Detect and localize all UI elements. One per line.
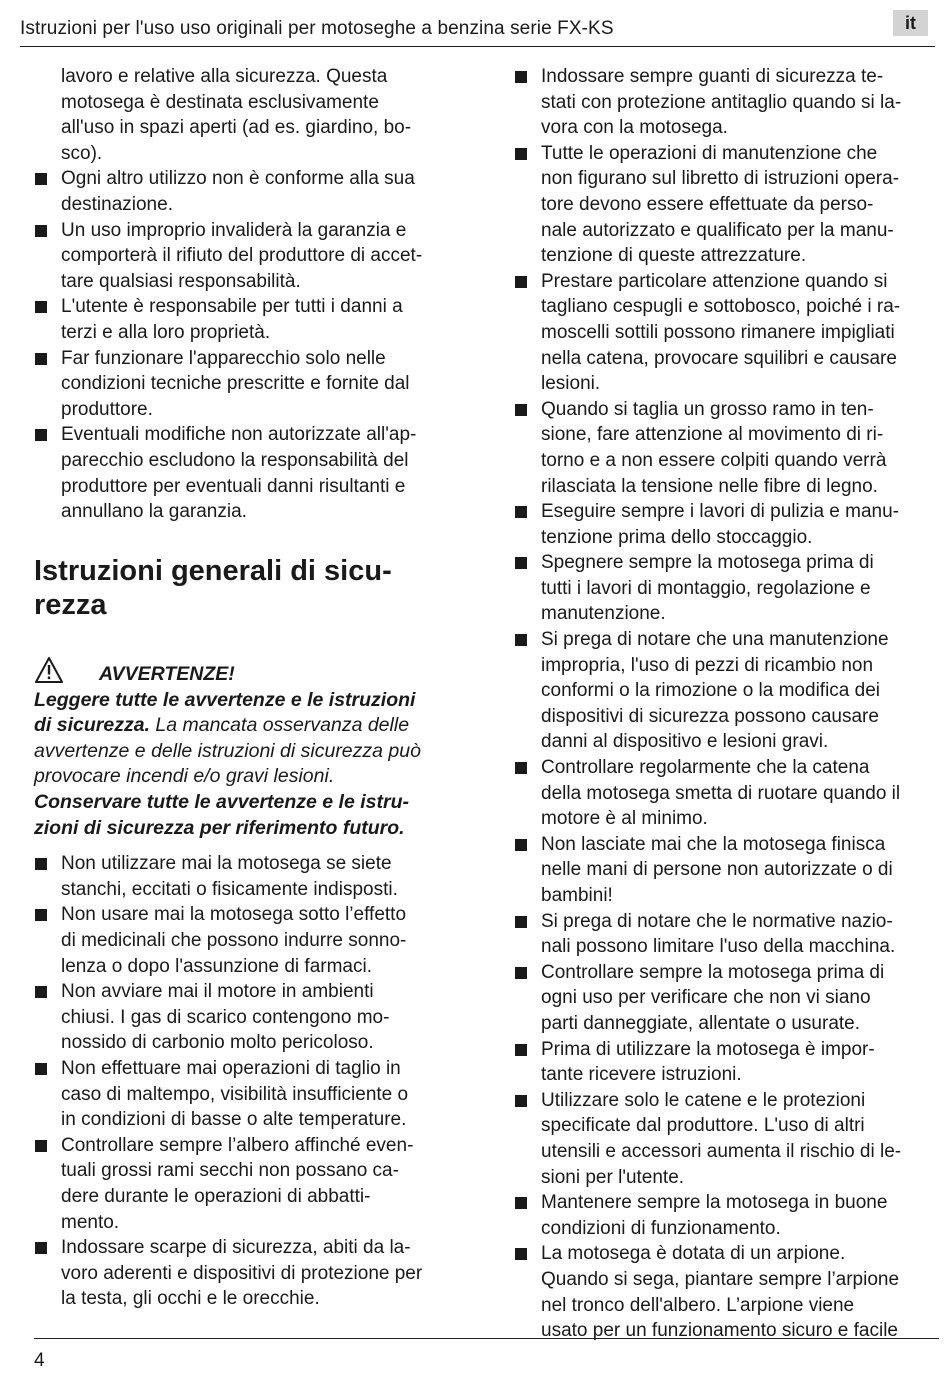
usage-bullet-list [34, 166, 472, 524]
text-line: torno e a non essere colpiti quando verrà [541, 449, 887, 471]
square-bullet-icon [515, 276, 527, 288]
text-line: La motosega è dotata di un arpione. [541, 1243, 846, 1265]
safety-bullet-list [34, 851, 472, 1312]
text-line: Un uso improprio invaliderà la garanzia e [61, 219, 407, 241]
text-line: non figurano sul libretto di istruzioni opera- [541, 168, 900, 190]
list-item [514, 755, 939, 832]
text-line: produttore per eventuali danni risultanti e [61, 475, 406, 497]
text-line: tenzione prima dello stoccaggio. [541, 526, 813, 548]
list-item [34, 166, 472, 217]
list-item [34, 1133, 472, 1235]
text-line: lavoro e relative alla sicurezza. Questa [61, 66, 388, 87]
text-line: in condizioni di basse o alte temperature. [61, 1109, 407, 1131]
text-line: nali possono limitare l'uso della macchina. [541, 936, 896, 958]
square-bullet-icon [515, 1248, 527, 1260]
text-line: rilasciata la tensione nelle fibre di legno. [541, 475, 878, 497]
list-item [34, 346, 472, 423]
text-line: parti danneggiate, allentate o usurate. [541, 1012, 861, 1034]
text-line: Controllare regolarmente che la catena [541, 757, 870, 779]
text-line: Quando si sega, piantare sempre l’arpione [541, 1268, 900, 1290]
square-bullet-icon [515, 557, 527, 569]
text-line: di medicinali che possono indurre sonno- [61, 930, 407, 952]
text-line: Si prega di notare che una manutenzione [541, 629, 889, 651]
text-line: condizioni di funzionamento. [541, 1217, 781, 1239]
square-bullet-icon [35, 986, 47, 998]
text-line: moscelli sottili possono rimanere impigliati [541, 321, 895, 343]
text-line: usato per un funzionamento sicuro e facile [541, 1320, 898, 1342]
text-line: Spegnere sempre la motosega prima di [541, 552, 874, 574]
text-line: la testa, gli occhi e le orecchie. [61, 1288, 320, 1310]
text-line: Quando si taglia un grosso ramo in ten- [541, 398, 874, 420]
list-item [514, 550, 939, 627]
language-badge: it [893, 10, 928, 36]
square-bullet-icon [515, 404, 527, 416]
square-bullet-icon [515, 967, 527, 979]
text-line: danni al dispositivo e lesioni gravi. [541, 731, 829, 753]
text-line: specificate dal produttore. L'uso di altri [541, 1115, 865, 1137]
text-line: destinazione. [61, 193, 173, 215]
square-bullet-icon [515, 148, 527, 160]
text-line: vora con la motosega. [541, 117, 728, 139]
warning-text: avvertenze e delle istruzioni di sicurezza può [34, 739, 421, 762]
text-line: motore è al minimo. [541, 808, 708, 830]
list-item [34, 1056, 472, 1133]
list-item [34, 218, 472, 295]
list-item [514, 1241, 939, 1343]
page-header [20, 0, 935, 47]
text-line: Prima di utilizzare la motosega è impor- [541, 1038, 875, 1060]
text-line: tagliano cespugli e sottobosco, poiché i ra- [541, 296, 901, 318]
list-item [514, 832, 939, 909]
list-item [514, 397, 939, 499]
text-line: nale autorizzato e qualificato per la manu- [541, 219, 894, 241]
section-title-line: rezza [34, 588, 107, 621]
list-item [514, 1190, 939, 1241]
text-line: mento. [61, 1211, 120, 1233]
text-line: stanchi, eccitati o fisicamente indisposti. [61, 878, 398, 900]
page-number: 4 [34, 1350, 45, 1371]
intro-paragraph [34, 64, 472, 166]
text-line: all'uso in spazi aperti (ad es. giardino, bo- [61, 117, 412, 139]
text-line: L'utente è responsabile per tutti i danni a [61, 296, 403, 318]
text-line: Non utilizzare mai la motosega se siete [61, 853, 392, 875]
text-line: Non avviare mai il motore in ambienti [61, 981, 374, 1003]
text-line: bambini! [541, 885, 613, 906]
section-title [34, 554, 414, 622]
text-line: caso di maltempo, visibilità insufficiente o [61, 1083, 409, 1105]
text-line: Indossare sempre guanti di sicurezza te- [541, 66, 884, 87]
text-line: impropria, l'uso di pezzi di ricambio non [541, 654, 874, 676]
left-column [34, 64, 472, 1312]
warning-bold-text: di sicurezza. [34, 714, 150, 737]
text-line: Controllare sempre l’albero affinché even- [61, 1134, 414, 1156]
text-line: Non effettuare mai operazioni di taglio in [61, 1058, 401, 1079]
text-line: lesioni. [541, 373, 601, 395]
text-line: tore devono essere effettuate da perso- [541, 193, 874, 215]
square-bullet-icon [515, 762, 527, 774]
text-line: Mantenere sempre la motosega in buone [541, 1192, 888, 1214]
warning-bold-text: zioni di sicurezza per riferimento futuro. [34, 816, 405, 839]
text-line: sioni per l'utente. [541, 1166, 685, 1188]
list-item [514, 909, 939, 960]
list-item [34, 1235, 472, 1312]
text-line: tante ricevere istruzioni. [541, 1064, 742, 1086]
text-line: comporterà il rifiuto del produttore di accet- [61, 245, 423, 267]
square-bullet-icon [515, 71, 527, 83]
square-bullet-icon [515, 839, 527, 851]
square-bullet-icon [35, 353, 47, 365]
list-item [34, 902, 472, 979]
text-line: sco). [61, 142, 103, 164]
text-line: Prestare particolare attenzione quando si [541, 270, 888, 292]
text-line: Non usare mai la motosega sotto l’effetto [61, 904, 407, 926]
square-bullet-icon [35, 1063, 47, 1075]
text-line: produttore. [61, 398, 153, 420]
text-line: tutti i lavori di montaggio, regolazione e [541, 577, 871, 599]
warning-bold-text: Leggere tutte le avvertenze e le istruzioni [34, 688, 416, 711]
square-bullet-icon [35, 1242, 47, 1254]
safety-bullet-list-continued [514, 64, 939, 1344]
square-bullet-icon [515, 1197, 527, 1209]
warning-triangle-icon [34, 656, 64, 684]
square-bullet-icon [515, 1044, 527, 1056]
warning-block [34, 662, 472, 842]
square-bullet-icon [35, 429, 47, 441]
square-bullet-icon [35, 909, 47, 921]
text-line: nelle mani di persone non autorizzate o di [541, 859, 893, 881]
square-bullet-icon [35, 173, 47, 185]
list-item [514, 499, 939, 550]
text-line: condizioni tecniche prescritte e fornite dal [61, 373, 410, 395]
text-line: dispositivi di sicurezza possono causare [541, 705, 879, 727]
square-bullet-icon [35, 1140, 47, 1152]
list-item [514, 141, 939, 269]
text-line: lenza o dopo l'assunzione di farmaci. [61, 955, 372, 977]
text-line: chiusi. I gas di scarico contengono mo- [61, 1006, 390, 1028]
warning-header [34, 662, 472, 688]
list-item [514, 64, 939, 141]
text-line: Tutte le operazioni di manutenzione che [541, 142, 878, 164]
text-line: Far funzionare l'apparecchio solo nelle [61, 347, 386, 369]
text-line: terzi e alla loro proprietà. [61, 321, 271, 343]
square-bullet-icon [515, 634, 527, 646]
warning-title: AVVERTENZE! [99, 662, 235, 685]
square-bullet-icon [35, 225, 47, 237]
text-line: Ogni altro utilizzo non è conforme alla sua [61, 168, 415, 190]
warning-line [34, 713, 472, 739]
text-line: annullano la garanzia. [61, 501, 247, 523]
list-item [514, 269, 939, 397]
right-column [514, 64, 939, 1344]
text-line: Utilizzare solo le catene e le protezioni [541, 1089, 866, 1111]
text-line: voro aderenti e dispositivi di protezione per [61, 1262, 423, 1284]
list-item [34, 294, 472, 345]
text-line: dere durante le operazioni di abbatti- [61, 1185, 371, 1207]
square-bullet-icon [35, 301, 47, 313]
list-item [514, 960, 939, 1037]
text-line: nel tronco dell'albero. L’arpione viene [541, 1294, 855, 1316]
text-line: stati con protezione antitaglio quando si la- [541, 91, 902, 113]
text-line: tare qualsiasi responsabilità. [61, 270, 301, 292]
list-item [34, 851, 472, 902]
text-line: Indossare scarpe di sicurezza, abiti da la- [61, 1237, 411, 1259]
text-line: nossido di carbonio molto pericoloso. [61, 1032, 374, 1054]
square-bullet-icon [515, 916, 527, 928]
warning-text: provocare incendi e/o gravi lesioni. [34, 765, 335, 788]
text-line: ogni uso per verificare che non vi siano [541, 987, 871, 1009]
text-line: motosega è destinata esclusivamente [61, 91, 379, 113]
list-item [34, 422, 472, 524]
section-title-line: Istruzioni generali di sicu- [34, 554, 392, 587]
warning-bold-text: Conservare tutte le avvertenze e le istru- [34, 791, 409, 814]
text-line: nella catena, provocare squilibri e causare [541, 347, 897, 369]
list-item [34, 979, 472, 1056]
text-line: parecchio escludono la responsabilità del [61, 449, 409, 471]
text-line: conformi o la rimozione o la modifica dei [541, 680, 880, 702]
text-line: Si prega di notare che le normative nazio- [541, 910, 893, 932]
text-line: utensili e accessori aumenta il rischio di le- [541, 1140, 902, 1162]
warning-text: La mancata osservanza delle [149, 714, 410, 737]
square-bullet-icon [515, 1095, 527, 1107]
list-item [514, 1088, 939, 1190]
text-line: tuali grossi rami secchi non possano ca- [61, 1160, 399, 1182]
text-line: Non lasciate mai che la motosega finisca [541, 833, 886, 855]
text-line: manutenzione. [541, 603, 666, 625]
footer-divider [34, 1338, 939, 1339]
text-line: Eseguire sempre i lavori di pulizia e manu- [541, 501, 899, 523]
document-title: Istruzioni per l'uso uso originali per motoseghe a benzina serie FX-KS [20, 18, 614, 39]
text-line: Controllare sempre la motosega prima di [541, 961, 885, 983]
list-item [514, 1037, 939, 1088]
text-line: della motosega smetta di ruotare quando il [541, 782, 901, 804]
list-item [514, 627, 939, 755]
text-line: tenzione di queste attrezzature. [541, 245, 807, 267]
text-line: Eventuali modifiche non autorizzate all'ap- [61, 424, 417, 446]
square-bullet-icon [515, 506, 527, 518]
text-line: sione, fare attenzione al movimento di ri- [541, 424, 884, 446]
square-bullet-icon [35, 858, 47, 870]
